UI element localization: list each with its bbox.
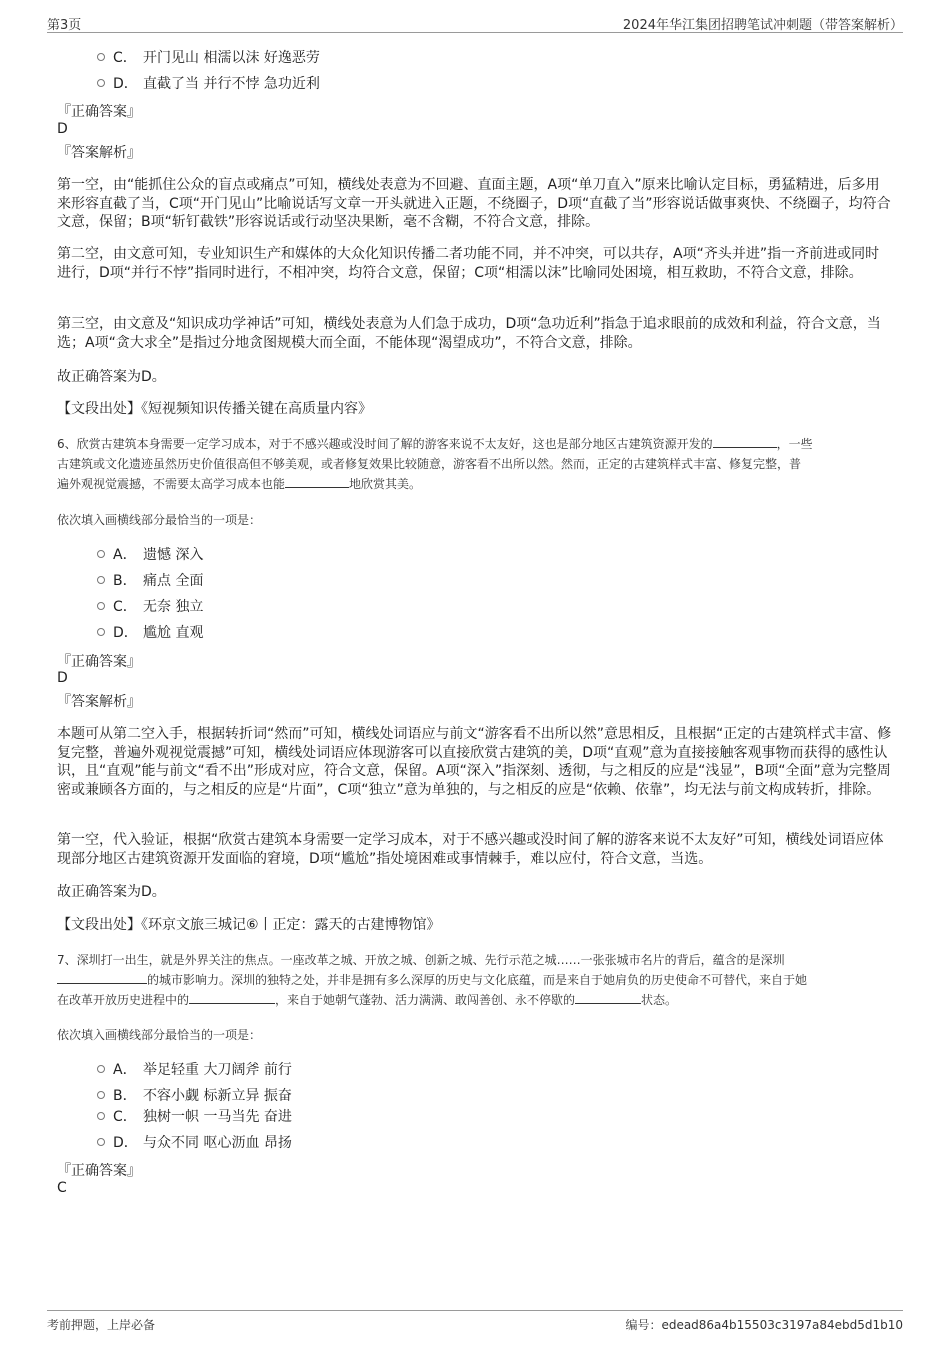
q7-answer: C xyxy=(57,1180,67,1196)
q5-answer-label: 『正确答案』 xyxy=(57,104,141,120)
q5-conclusion: 故正确答案为D。 xyxy=(57,369,166,385)
radio-icon[interactable] xyxy=(97,602,105,610)
radio-icon[interactable] xyxy=(97,53,105,61)
blank-line xyxy=(285,475,349,488)
q7-option-d[interactable]: D． 与众不同 呕心沥血 昂扬 xyxy=(97,1132,292,1152)
blank-line xyxy=(189,991,275,1004)
q6-option-c[interactable]: C． 无奈 独立 xyxy=(97,596,203,616)
q5-analysis-para-1: 第一空，由“能抓住公众的盲点或痛点”可知，横线处表意为不回避、直面主题，A项“单刀直入”原来比喻认定目标，勇猛精进，后多用来形容直截了当，C项“开门见山”比喻说话写文章一开头就进入正题，不绕圈子，D项“直截了当”形容说话做事爽快、不绕圈子，均符合文意，保留；B项“斩钉截铁”形容说话或行动坚决果断，毫不含糊，不符合文意，排除。 xyxy=(57,177,891,230)
q5-answer: D xyxy=(57,121,68,137)
q5-analysis-para-3: 第三空，由文意及“知识成功学神话”可知，横线处表意为人们急于成功，D项“急功近利”指急于追求眼前的成效和利益，符合文意，当选；A项“贪大求全”是指过分地贪图规模大而全面，不能体现“渴望成功”，不符合文意，排除。 xyxy=(57,316,881,351)
q7-answer-label: 『正确答案』 xyxy=(57,1163,141,1179)
q6-answer-label: 『正确答案』 xyxy=(57,654,141,670)
radio-icon[interactable] xyxy=(97,1112,105,1120)
q7-stem: 7、深圳打一出生，就是外界关注的焦点。一座改革之城、开放之城、创新之城、先行示范之城……一张张城市名片的背后，蕴含的是深圳 的城市影响力。深圳的独特之处，并非是拥有多么深厚的历史与文化底蕴，而是来自于她肩负的历史使命不可替代，来自于她 在改革开放历史进程中的 ，来自于她朝气蓬勃、活力满满、敢闯善创、永不停歇的 状态。 xyxy=(57,953,808,1007)
radio-icon[interactable] xyxy=(97,550,105,558)
q5-analysis-label: 『答案解析』 xyxy=(57,145,141,161)
radio-icon[interactable] xyxy=(97,628,105,636)
q5-option-d[interactable]: D． 直截了当 并行不悖 急功近利 xyxy=(97,73,320,93)
q7-instruction: 依次填入画横线部分最恰当的一项是： xyxy=(57,1028,262,1042)
page-number: 第3页 xyxy=(47,18,82,33)
q6-source: 【文段出处】《环京文旅三城记⑥丨正定：露天的古建博物馆》 xyxy=(57,917,441,933)
q6-stem: 6、欣赏古建筑本身需要一定学习成本，对于不感兴趣或没时间了解的游客来说不太友好，这也是部分地区古建筑资源开发的 ，一些 古建筑或文化遗迹虽然历史价值很高但不够美观，或者修复效果比较随意，游客看不出所以然。然而，正定的古建筑样式丰富、修复完整，普 遍外观视觉震撼，不需要太高学习成本也能 地欣赏其美。 xyxy=(57,437,813,491)
footer-slogan: 考前押题，上岸必备 xyxy=(47,1318,156,1332)
q6-answer: D xyxy=(57,670,68,686)
page-footer xyxy=(47,1310,903,1335)
q7-option-c[interactable]: C． 独树一帜 一马当先 奋进 xyxy=(97,1106,292,1126)
radio-icon[interactable] xyxy=(97,576,105,584)
q6-analysis-para-2: 第一空，代入验证，根据“欣赏古建筑本身需要一定学习成本，对于不感兴趣或没时间了解的游客来说不太友好”可知，横线处词语应体现部分地区古建筑资源开发面临的窘境，D项“尴尬”指处境困难或事情棘手，难以应付，符合文意，当选。 xyxy=(57,832,884,867)
blank-line xyxy=(57,971,147,984)
q6-conclusion: 故正确答案为D。 xyxy=(57,884,166,900)
document-title: 2024年华江集团招聘笔试冲刺题（带答案解析） xyxy=(622,18,903,33)
q6-option-d[interactable]: D． 尴尬 直观 xyxy=(97,622,203,642)
q6-analysis-label: 『答案解析』 xyxy=(57,694,141,710)
document-code: 编号：edead86a4b15503c3197a84ebd5d1b10 xyxy=(625,1318,903,1332)
q6-option-b[interactable]: B． 痛点 全面 xyxy=(97,570,203,590)
blank-line xyxy=(575,991,641,1004)
q5-option-c[interactable]: C． 开门见山 相濡以沫 好逸恶劳 xyxy=(97,47,320,67)
q5-source: 【文段出处】《短视频知识传播关键在高质量内容》 xyxy=(57,401,372,417)
radio-icon[interactable] xyxy=(97,79,105,87)
radio-icon[interactable] xyxy=(97,1138,105,1146)
radio-icon[interactable] xyxy=(97,1065,105,1073)
q5-analysis-para-2: 第二空，由文意可知，专业知识生产和媒体的大众化知识传播二者功能不同，并不冲突，可以共存，A项“齐头并进”指一齐前进或同时进行，D项“并行不悖”指同时进行，不相冲突，均符合文意，保留；C项“相濡以沫”比喻同处困境，相互救助，不符合文意，排除。 xyxy=(57,246,880,281)
q6-instruction: 依次填入画横线部分最恰当的一项是： xyxy=(57,513,262,527)
q7-option-a[interactable]: A． 举足轻重 大刀阔斧 前行 xyxy=(97,1059,292,1079)
page-header xyxy=(47,10,903,33)
q6-option-a[interactable]: A． 遗憾 深入 xyxy=(97,544,203,564)
q6-analysis-para-1: 本题可从第二空入手，根据转折词“然而”可知，横线处词语应与前文“游客看不出所以然”意思相反，且根据“正定的古建筑样式丰富、修复完整，普遍外观视觉震撼”可知，横线处词语应体现游客可以直接欣赏古建筑的美，D项“直观”意为直接接触客观事物而获得的感性认识，且“直观”能与前文“看不出”形成对应，符合文意，保留。A项“深入”指深刻、透彻，与之相反的应是“浅显”，B项“全面”意为完整周密或兼顾各方面的，与之相反的应是“片面”，C项“独立”意为单独的，与之相反的应是“依赖、依靠”，均无法与前文构成转折，排除。 xyxy=(57,726,892,798)
blank-line xyxy=(713,435,777,448)
radio-icon[interactable] xyxy=(97,1091,105,1099)
q7-option-b[interactable]: B． 不容小觑 标新立异 振奋 xyxy=(97,1085,292,1105)
